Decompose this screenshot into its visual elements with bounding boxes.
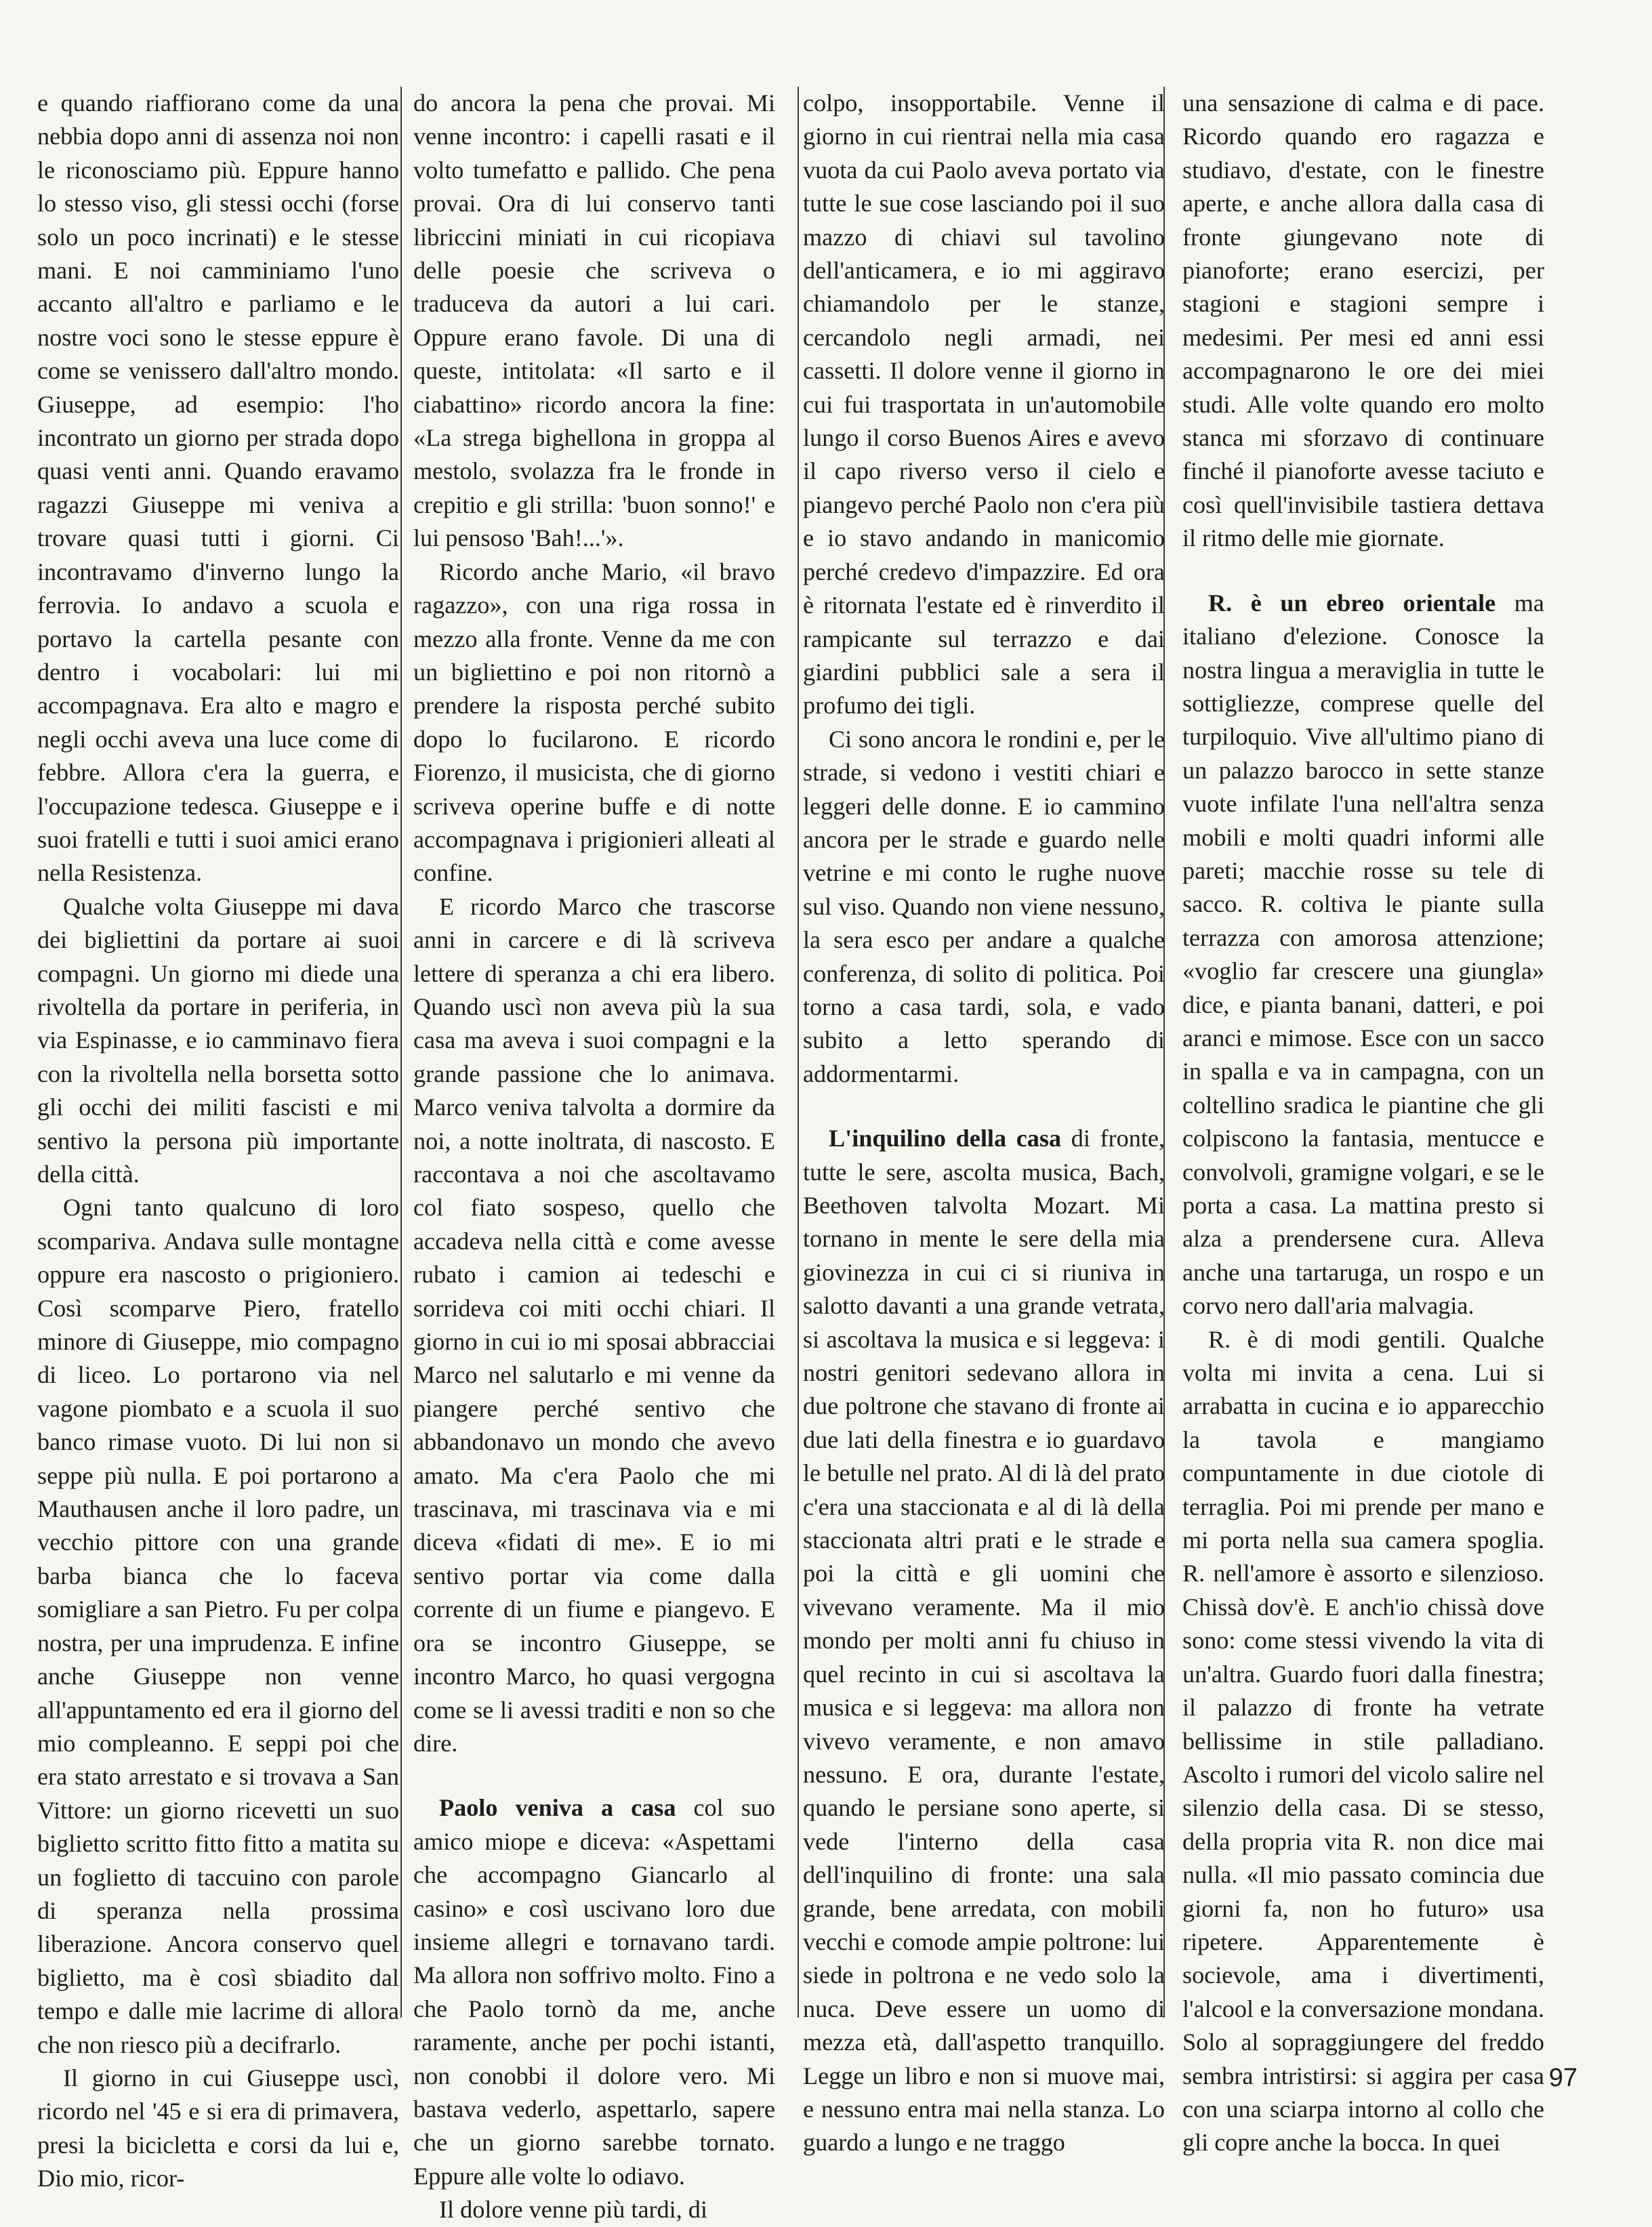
paragraph: una sensazione di calma e di pace. Ricordo quando ero ragazza e studiavo, d'estate, con le finestre aperte, e anche allora dalla casa di fronte giungevano note di pianoforte; erano esercizi, per stagioni e stagioni sempre i medesimi. Per mesi ed anni essi accompagnarono le ore dei miei studi. Alle volte quando ero molto stanca mi sforzavo di continuare finché il pianoforte avesse taciuto e così quell'invisibile tastiera dettava il ritmo delle mie giornate. [1182,89,1544,552]
paragraph: Qualche volta Giuseppe mi dava dei bigliettini da portare ai suoi compagni. Un giorno mi diede una rivoltella da portare in periferia, in via Espinasse, e io camminavo fiera con la rivoltella nella borsetta sotto gli occhi dei militi fascisti e mi sentivo la persona più importante della città. [37,892,399,1188]
section-lead: Paolo veniva a casa [439,1794,676,1822]
paragraph-body: ma italiano d'elezione. Conosce la nostra lingua a meraviglia in tutte le sottigliezze, comprese quelle del turpiloquio. Vive all'ultimo piano di un palazzo barocco in sette stanze vuote infilate l'una nell'altra senza mobili e molti quadri informi alle pareti; macchie rosse su tele di sacco. R. coltiva le piante sulla terrazza con amorosa attenzione; «voglio far crescere una giungla» dice, e pianta banani, datteri, e poi aranci e mimose. Esce con un sacco in spalla e va in campagna, con un coltellino sradica le piantine che gli colpiscono la fantasia, mentucce e convolvoli, gramigne volgari, e se le porta a casa. La mattina presto si alza a prendersene cura. Alleva anche una tartaruga, un rospo e un corvo nero dall'aria malvagia. [1182,589,1544,1320]
section-paragraph [803,1122,1165,2160]
paragraph: colpo, insopportabile. Venne il giorno in cui rientrai nella mia casa vuota da cui Paolo aveva portato via tutte le sue cose lasciando poi il suo mazzo di chiavi sul tavolino dell'anticamera, e io mi aggiravo chiamandolo per le stanze, cercandolo negli armadi, nei cassetti. Il dolore venne il giorno in cui fui trasportata in un'automobile lungo il corso Buenos Aires e avevo il capo riverso verso il cielo e piangevo perché Paolo non c'era più e io stavo andando in manicomio perché credevo d'impazzire. Ed ora è ritornata l'estate ed è rinverdito il rampicante sul terrazzo e dai giardini pubblici sale a sera il profumo dei tigli. [803,89,1165,720]
paragraph: R. è di modi gentili. Qualche volta mi invita a cena. Lui si arrabatta in cucina e io apparecchio la tavola e mangiamo compuntamente in due ciotole di terraglia. Poi mi prende per mano e mi porta nella sua camera spoglia. R. nell'amore è assorto e silenzioso. Chissà dov'è. E anch'io chissà dove sono: come stessi vivendo la vita di un'altra. Guardo fuori dalla finestra; il palazzo di fronte ha vetrate bellissime in stile palladiano. Ascolto i rumori del vicolo salire nel silenzio della casa. Di se stesso, della propria vita R. non dice mai nulla. «Il mio passato comincia due giorni fa, non ho futuro» usa ripetere. Apparentemente è socievole, ama i divertimenti, l'alcool e la conversazione mondana. Solo al sopraggiungere del freddo sembra intristirsi: si aggira per casa con una sciarpa intorno al collo che gli copre anche la bocca. In quei [1182,1325,1544,2157]
text-column-2 [413,87,775,2224]
section-lead: R. è un ebreo orientale [1208,589,1496,617]
page-number: 97 [1548,2064,1577,2092]
paragraph: Ricordo anche Mario, «il bravo ragazzo», con una riga rossa in mezzo alla fronte. Venne da me con un bigliettino e poi non ritornò a prendere la risposta perché subito dopo lo fucilarono. E ricordo Fiorenzo, il musicista, che di giorno scriveva operine buffe e di notte accompagnava i prigionieri alleati al confine. [413,558,775,887]
section-paragraph [413,1791,775,2193]
paragraph: Ogni tanto qualcuno di loro scompariva. Andava sulle montagne oppure era nascosto o prigioniero. Così scomparve Piero, fratello minore di Giuseppe, mio compagno di liceo. Lo portarono via nel vagone piombato e a scuola il suo banco rimase vuoto. Di lui non si seppe più nulla. E poi portarono a Mauthausen anche il loro padre, un vecchio pittore con una grande barba bianca che lo faceva somigliare a san Pietro. Fu per colpa nostra, per una imprudenza. E infine anche Giuseppe non venne all'appuntamento ed era il giorno del mio compleanno. E seppi poi che era stato arrestato e si trovava a San Vittore: un giorno ricevetti un suo biglietto scritto fitto fitto a matita su un foglietto di taccuino con parole di speranza nella prossima liberazione. Ancora conservo quel biglietto, ma è così sbiadito dal tempo e dalle mie lacrime di allora che non riesco più a decifrarlo. [37,1194,399,2058]
section-lead: L'inquilino della casa [829,1125,1062,1152]
text-column-3 [803,87,1165,2157]
paragraph: Il giorno in cui Giuseppe uscì, ricordo nel '45 e si era di primavera, presi la bicicletta e corsi da lui e, Dio mio, ricor- [37,2064,399,2192]
paragraph: do ancora la pena che provai. Mi venne incontro: i capelli rasati e il volto tumefatto e pallido. Che pena provai. Ora di lui conservo tanti libriccini miniati in cui ricopiava delle poesie che scriveva o traduceva da autori a lui cari. Oppure erano favole. Di una di queste, intitolata: «Il sarto e il ciabattino» ricordo ancora la fine: «La strega bighellona in groppa al mestolo, svolazza fra le fronde in crepitio e gli strilla: 'buon sonno!' e lui pensoso 'Bah!...'». [413,89,775,552]
text-column-4 [1182,87,1544,2157]
paragraph-body: col suo amico miope e diceva: «Aspettami che accompagno Giancarlo al casino» e così uscivano loro due insieme allegri e tornavano tardi. Ma allora non soffrivo molto. Fino a che Paolo tornò da me, anche raramente, anche per pochi istanti, non conobbi il dolore vero. Mi bastava vederlo, aspettarlo, sapere che un giorno sarebbe tornato. Eppure alle volte lo odiavo. [413,1794,775,2190]
paragraph: Il dolore venne più tardi, di [439,2196,707,2224]
column-rule-2 [798,87,799,2018]
paragraph: Ci sono ancora le rondini e, per le strade, si vedono i vestiti chiari e leggeri delle donne. E io cammino ancora per le strade e guardo nelle vetrine e mi conto le rughe nuove sul viso. Quando non viene nessuno, la sera esco per andare a qualche conferenza, di solito di politica. Poi torno a casa tardi, sola, e vado subito a letto sperando di addormentarmi. [803,725,1165,1087]
paragraph: E ricordo Marco che trascorse anni in carcere e di là scriveva lettere di speranza a chi era libero. Quando uscì non aveva più la sua casa ma aveva i suoi compagni e la grande passione che lo animava. Marco veniva talvolta a dormire da noi, a notte inoltrata, di nascosto. E raccontava a noi che ascoltavamo col fiato sospeso, quello che accadeva nella città e come avesse rubato i camion ai tedeschi e sorrideva coi miti occhi chiari. Il giorno in cui io mi sposai abbracciai Marco nel salutarlo e mi venne da piangere perché sentivo che abbandonavo un mondo che avevo amato. Ma c'era Paolo che mi trascinava, mi trascinava via e mi diceva «fidati di me». E io mi sentivo portar via come dalla corrente di un fiume e piangevo. E ora se incontro Giuseppe, se incontro Marco, ho quasi vergogna come se li avessi traditi e non so che dire. [413,892,775,1757]
paragraph-body: di fronte, tutte le sere, ascolta musica, Bach, Beethoven talvolta Mozart. Mi tornano in mente le sere della mia giovinezza in cui ci si riuniva in salotto davanti a una grande vetrata, si ascoltava la musica e si leggeva: i nostri genitori sedevano allora in due poltrone che stavano di fronte ai due lati della finestra e io guardavo le betulle nel prato. Al di là del prato c'era una staccionata e al di là della staccionata altri prati e le strade e poi la città e gli uomini che vivevano veramente. Ma il mio mondo per molti anni fu chiuso in quel recinto in cui si ascoltava la musica e si leggeva: ma allora non vivevo veramente, e non amavo nessuno. E ora, durante l'estate, quando le persiane sono aperte, si vede l'interno della casa dell'inquilino di fronte: una sala grande, bene arredata, con mobili vecchi e comode ampie poltrone: lui siede in poltrona e ne vedo solo la nuca. Deve essere un uomo di mezza età, dall'aspetto tranquillo. Legge un libro e non si muove mai, e nessuno entra mai nella stanza. Lo guardo a lungo e ne traggo [803,1125,1165,2157]
section-paragraph [1182,587,1544,1323]
paragraph: e quando riaffiorano come da una nebbia dopo anni di assenza noi non le riconosciamo più. Eppure hanno lo stesso viso, gli stessi occhi (forse solo un poco incrinati) e le stesse mani. E noi camminiamo l'uno accanto all'altro e parliamo e le nostre voci sono le stesse eppure è come se venissero dall'altro mondo. Giuseppe, ad esempio: l'ho incontrato un giorno per strada dopo quasi venti anni. Quando eravamo ragazzi Giuseppe mi veniva a trovare quasi tutti i giorni. Ci incontravamo d'inverno lungo la ferrovia. Io andavo a scuola e portavo la cartella pesante con dentro i vocabolari: lui mi accompagnava. Era alto e magro e negli occhi aveva una luce come di febbre. Allora c'era la guerra, e l'occupazione tedesca. Giuseppe e i suoi fratelli e tutti i suoi amici erano nella Resistenza. [37,89,399,887]
column-rule-1 [400,87,402,2018]
text-column-1 [37,87,399,2192]
